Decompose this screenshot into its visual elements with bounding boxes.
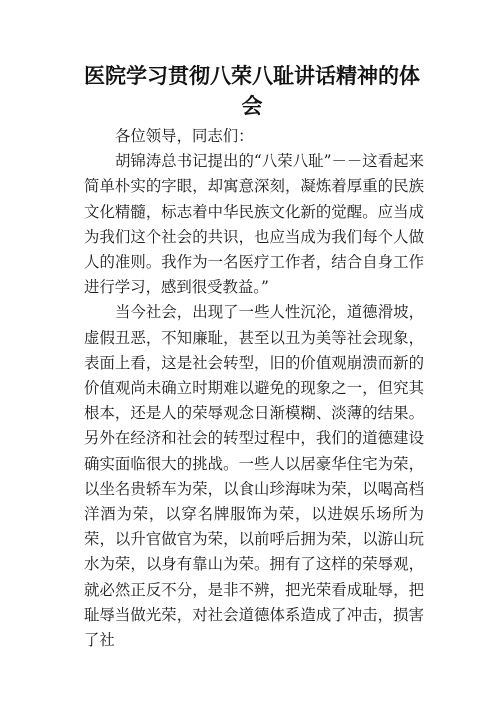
body-paragraph-2: 当今社会，出现了一些人性沉沦，道德滑坡，虚假丑恶，不知廉耻，甚至以丑为美等社会现象，表面上看，这是社会转型，旧的价值观崩溃而新的价值观尚未确立时期难以避免的现象之一，但究其根本，还是人的荣辱观念日渐模糊、淡薄的结果。另外在经济和社会的转型过程中，我们的道德建设确实面临很大的挑战。一些人以居豪华住宅为荣，以坐名贵轿车为荣，以食山珍海味为荣，以喝高档洋酒为荣，以穿名牌服饰为荣，以进娱乐场所为荣，以升官做官为荣，以前呼后拥为荣，以游山玩水为荣，以身有靠山为荣。拥有了这样的荣辱观，就必然正反不分，是非不辨，把光荣看成耻辱，把耻辱当做光荣，对社会道德体系造成了冲击，损害了社 — [84, 303, 424, 650]
body-paragraph-1: 胡锦涛总书记提出的“八荣八耻”－－这看起来简单朴实的字眼，却寓意深刻，凝炼着厚重的民族文化精髓，标志着中华民族文化新的觉醒。应当成为我们这个社会的共识，也应当成为我们每个人做人的准则。我作为一名医疗工作者，结合自身工作进行学习，感到很受教益。” — [84, 152, 424, 297]
salutation-paragraph: 各位领导，同志们： — [115, 127, 254, 145]
document-body — [84, 124, 424, 653]
document-title: 医院学习贯彻八荣八耻讲话精神的体会 — [84, 64, 420, 118]
